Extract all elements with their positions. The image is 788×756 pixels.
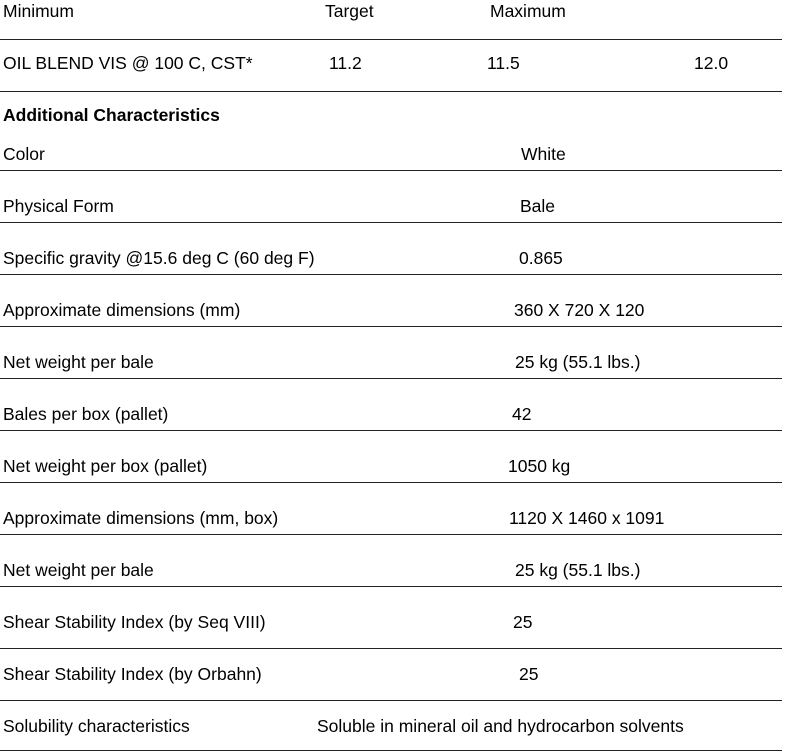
row-value: 0.865 [519, 248, 563, 268]
row-value: 1050 kg [508, 456, 571, 476]
row-value: 1120 X 1460 x 1091 [509, 508, 665, 528]
row-label: Solubility characteristics [3, 716, 190, 736]
row-label: Approximate dimensions (mm, box) [3, 508, 279, 528]
header-target: Target [325, 1, 374, 21]
section-title: Additional Characteristics [3, 105, 220, 125]
divider [0, 274, 782, 275]
divider [0, 750, 782, 751]
spec-min: 11.2 [329, 53, 362, 73]
row-value: 360 X 720 X 120 [514, 300, 645, 320]
row-value: 25 [519, 664, 539, 684]
row-label: Shear Stability Index (by Orbahn) [3, 664, 262, 684]
row-label: Physical Form [3, 196, 114, 216]
row-value: Bale [520, 196, 556, 216]
spec-target: 11.5 [487, 53, 520, 73]
row-value: 25 [513, 612, 533, 632]
divider [0, 534, 782, 535]
divider [0, 430, 782, 431]
row-label: Net weight per box (pallet) [3, 456, 208, 476]
header-minimum: Minimum [3, 1, 74, 21]
header-maximum: Maximum [490, 1, 566, 21]
divider [0, 326, 782, 327]
divider [0, 700, 782, 701]
spec-max: 12.0 [694, 53, 729, 73]
row-value: Soluble in mineral oil and hydrocarbon solvents [317, 716, 684, 736]
row-label: Specific gravity @15.6 deg C (60 deg F) [3, 248, 315, 268]
row-value: White [521, 144, 566, 164]
row-label: Shear Stability Index (by Seq VIII) [3, 612, 266, 632]
spec-name: OIL BLEND VIS @ 100 C, CST* [3, 53, 253, 73]
divider [0, 91, 782, 92]
row-label: Approximate dimensions (mm) [3, 300, 241, 320]
row-value: 42 [512, 404, 532, 424]
divider [0, 222, 782, 223]
row-label: Color [3, 144, 45, 164]
divider [0, 378, 782, 379]
row-label: Net weight per bale [3, 352, 154, 372]
divider [0, 482, 782, 483]
row-label: Net weight per bale [3, 560, 154, 580]
row-value: 25 kg (55.1 lbs.) [515, 352, 641, 372]
divider [0, 586, 782, 587]
row-label: Bales per box (pallet) [3, 404, 169, 424]
divider [0, 648, 782, 649]
row-value: 25 kg (55.1 lbs.) [515, 560, 641, 580]
divider [0, 39, 782, 40]
divider [0, 170, 782, 171]
